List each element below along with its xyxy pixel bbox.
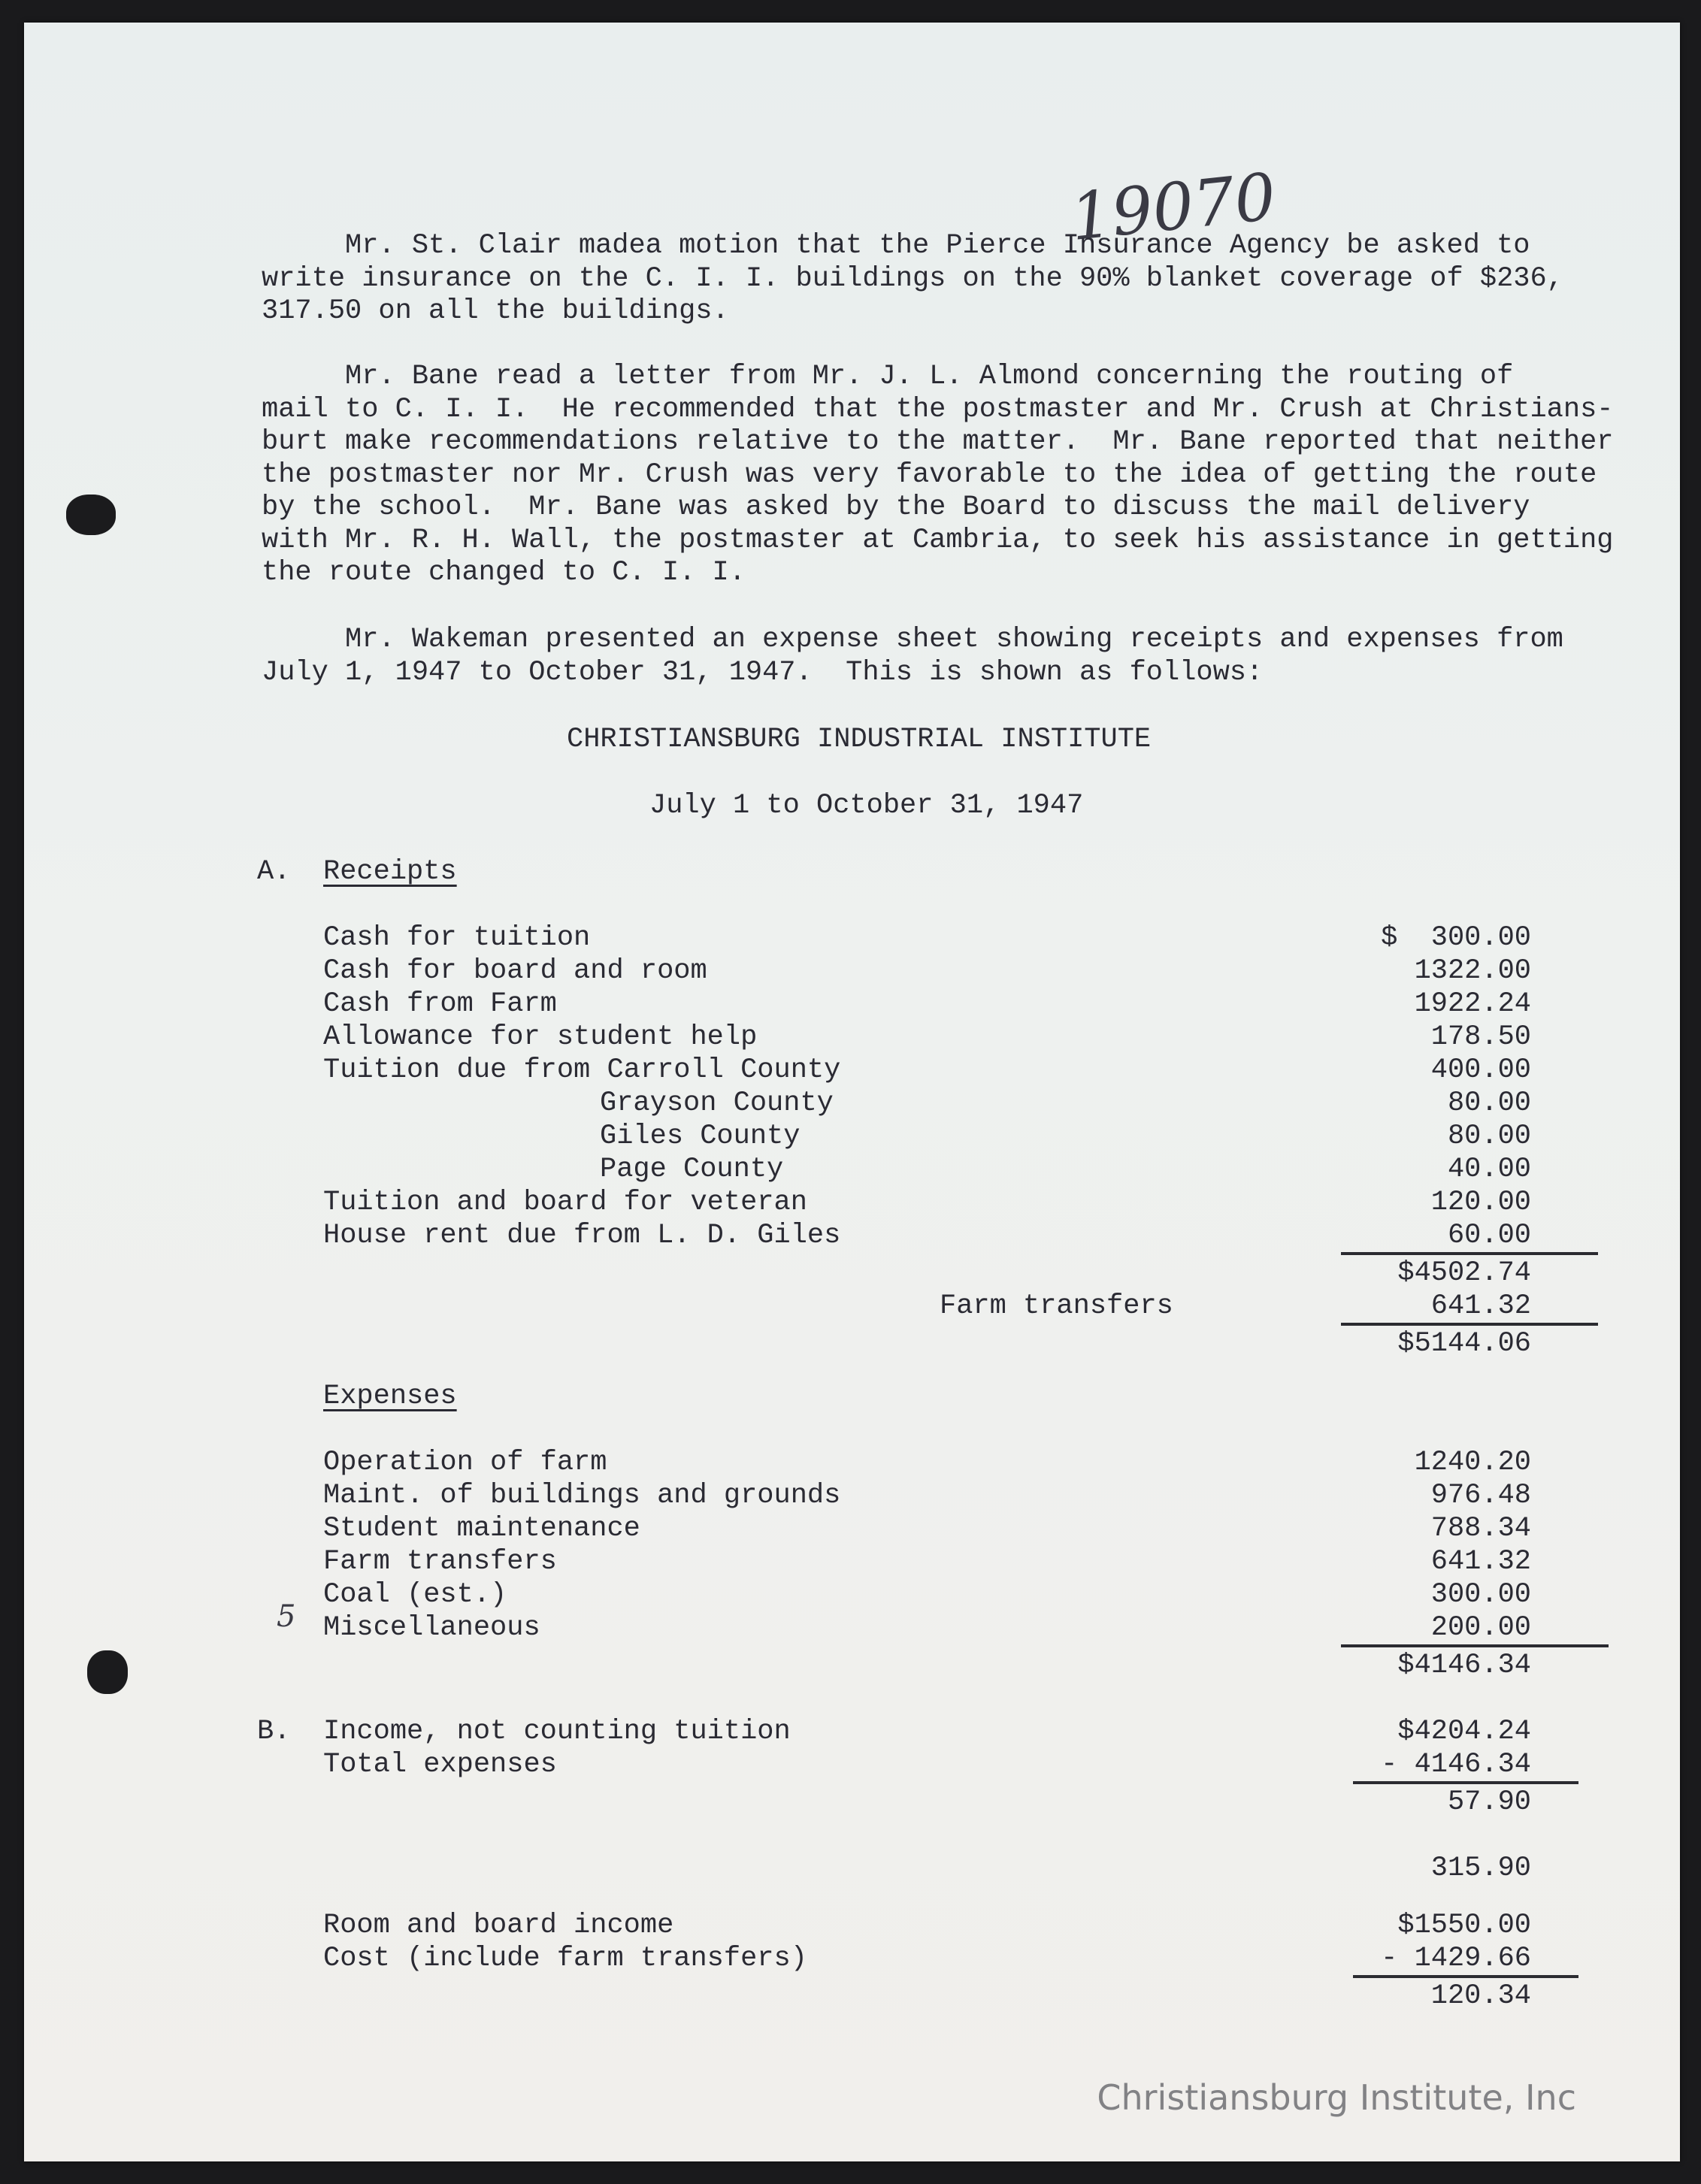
expense-label: Student maintenance [323, 1513, 640, 1544]
expenses-total: $4146.34 [1397, 1650, 1531, 1681]
receipts-rule [1341, 1252, 1598, 1255]
receipt-amount: 1322.00 [1414, 955, 1531, 987]
receipt-label: Grayson County [600, 1087, 834, 1119]
paragraph-line: Mr. Wakeman presented an expense sheet showing receipts and expenses from [262, 624, 1563, 655]
receipt-amount: 120.00 [1430, 1187, 1531, 1218]
paragraph-mail-routing [262, 361, 1615, 590]
section-b-letter: B. [257, 1716, 291, 1747]
receipt-amount: 178.50 [1430, 1021, 1531, 1053]
receipt-amount: 80.00 [1447, 1087, 1531, 1119]
room-board-label: Room and board income [323, 1910, 674, 1941]
paragraph-line: burt make recommendations relative to the matter. Mr. Bane reported that neither [262, 426, 1614, 458]
expense-label: Farm transfers [323, 1546, 557, 1578]
paragraph-expense-sheet [262, 624, 1615, 689]
expense-label: Maint. of buildings and grounds [323, 1480, 841, 1511]
receipt-amount: 1922.24 [1414, 988, 1531, 1020]
total-expenses-amount: - 4146.34 [1381, 1749, 1531, 1780]
paragraph-line: the route changed to C. I. I. [262, 557, 746, 588]
paragraph-line: the postmaster nor Mr. Crush was very favorable to the idea of getting the route [262, 458, 1597, 491]
report-period: July 1 to October 31, 1947 [649, 790, 1084, 821]
margin-mark-5: 5 [277, 1599, 296, 1634]
paragraph-insurance-motion [262, 230, 1615, 328]
receipt-label: Tuition due from Carroll County [323, 1054, 841, 1086]
farm-transfers-amount: 641.32 [1430, 1290, 1531, 1322]
receipt-label: Giles County [600, 1121, 801, 1152]
farm-transfers-rule [1341, 1323, 1598, 1326]
expense-label: Coal (est.) [323, 1579, 507, 1611]
section-a-letter: A. [257, 856, 291, 888]
room-board-rule [1353, 1975, 1578, 1978]
paragraph-line: 317.50 on all the buildings. [262, 295, 729, 327]
paragraph-line: with Mr. R. H. Wall, the postmaster at Cambria, to seek his assistance in getting [262, 524, 1614, 556]
receipt-label: Cash from Farm [323, 988, 557, 1020]
receipt-label: Page County [600, 1154, 784, 1185]
section-b-rule [1353, 1781, 1578, 1784]
cost-label: Cost (include farm transfers) [323, 1943, 807, 1974]
paragraph-line: July 1, 1947 to October 31, 1947. This is shown as follows: [262, 656, 1264, 688]
paragraph-line: Mr. Bane read a letter from Mr. J. L. Almond concerning the routing of [262, 361, 1514, 392]
expense-label: Miscellaneous [323, 1612, 540, 1644]
expense-amount: 641.32 [1430, 1546, 1531, 1578]
report-title: CHRISTIANSBURG INDUSTRIAL INSTITUTE [567, 724, 1152, 755]
paragraph-line: by the school. Mr. Bane was asked by the Board to discuss the mail delivery [262, 492, 1530, 523]
paragraph-line: mail to C. I. I. He recommended that the postmaster and Mr. Crush at Christians- [262, 393, 1614, 425]
expense-amount: 200.00 [1430, 1612, 1531, 1644]
receipt-label: Cash for board and room [323, 955, 707, 987]
receipt-label: Cash for tuition [323, 922, 591, 954]
expense-amount: 300.00 [1430, 1579, 1531, 1611]
income-label: Income, not counting tuition [323, 1716, 791, 1747]
expense-amount: 788.34 [1430, 1513, 1531, 1544]
income-amount: $4204.24 [1397, 1716, 1531, 1747]
punch-hole-bottom [87, 1650, 128, 1694]
receipt-amount: $ 300.00 [1381, 922, 1531, 954]
expenses-heading: Expenses [323, 1381, 457, 1412]
expenses-rule [1341, 1644, 1609, 1647]
farm-transfers-label: Farm transfers [940, 1290, 1173, 1322]
archive-watermark: Christiansburg Institute, Inc [1097, 2077, 1576, 2118]
receipt-amount: 60.00 [1447, 1220, 1531, 1251]
receipts-total: $5144.06 [1397, 1328, 1531, 1360]
expense-label: Operation of farm [323, 1447, 607, 1478]
expense-amount: 1240.20 [1414, 1447, 1531, 1478]
paragraph-line: write insurance on the C. I. I. buildings on the 90% blanket coverage of $236, [262, 262, 1563, 295]
paragraph-line: Mr. St. Clair madea motion that the Pierce Insurance Agency be asked to [262, 230, 1530, 262]
receipt-label: Tuition and board for veteran [323, 1187, 807, 1218]
cost-amount: - 1429.66 [1381, 1943, 1531, 1974]
receipt-label: House rent due from L. D. Giles [323, 1220, 841, 1251]
total-expenses-label: Total expenses [323, 1749, 557, 1780]
receipts-subtotal: $4502.74 [1397, 1257, 1531, 1289]
receipts-heading: Receipts [323, 856, 457, 888]
receipt-amount: 40.00 [1447, 1154, 1531, 1185]
handwritten-note: 19070 [1067, 159, 1280, 256]
room-board-amount: $1550.00 [1397, 1910, 1531, 1941]
income-difference: 57.90 [1447, 1786, 1531, 1818]
document-page [24, 23, 1680, 2161]
receipt-amount: 400.00 [1430, 1054, 1531, 1086]
punch-hole-top [66, 495, 116, 535]
expense-amount: 976.48 [1430, 1480, 1531, 1511]
extra-figure: 315.90 [1430, 1853, 1531, 1884]
receipt-label: Allowance for student help [323, 1021, 758, 1053]
room-board-net: 120.34 [1430, 1980, 1531, 2012]
receipt-amount: 80.00 [1447, 1121, 1531, 1152]
